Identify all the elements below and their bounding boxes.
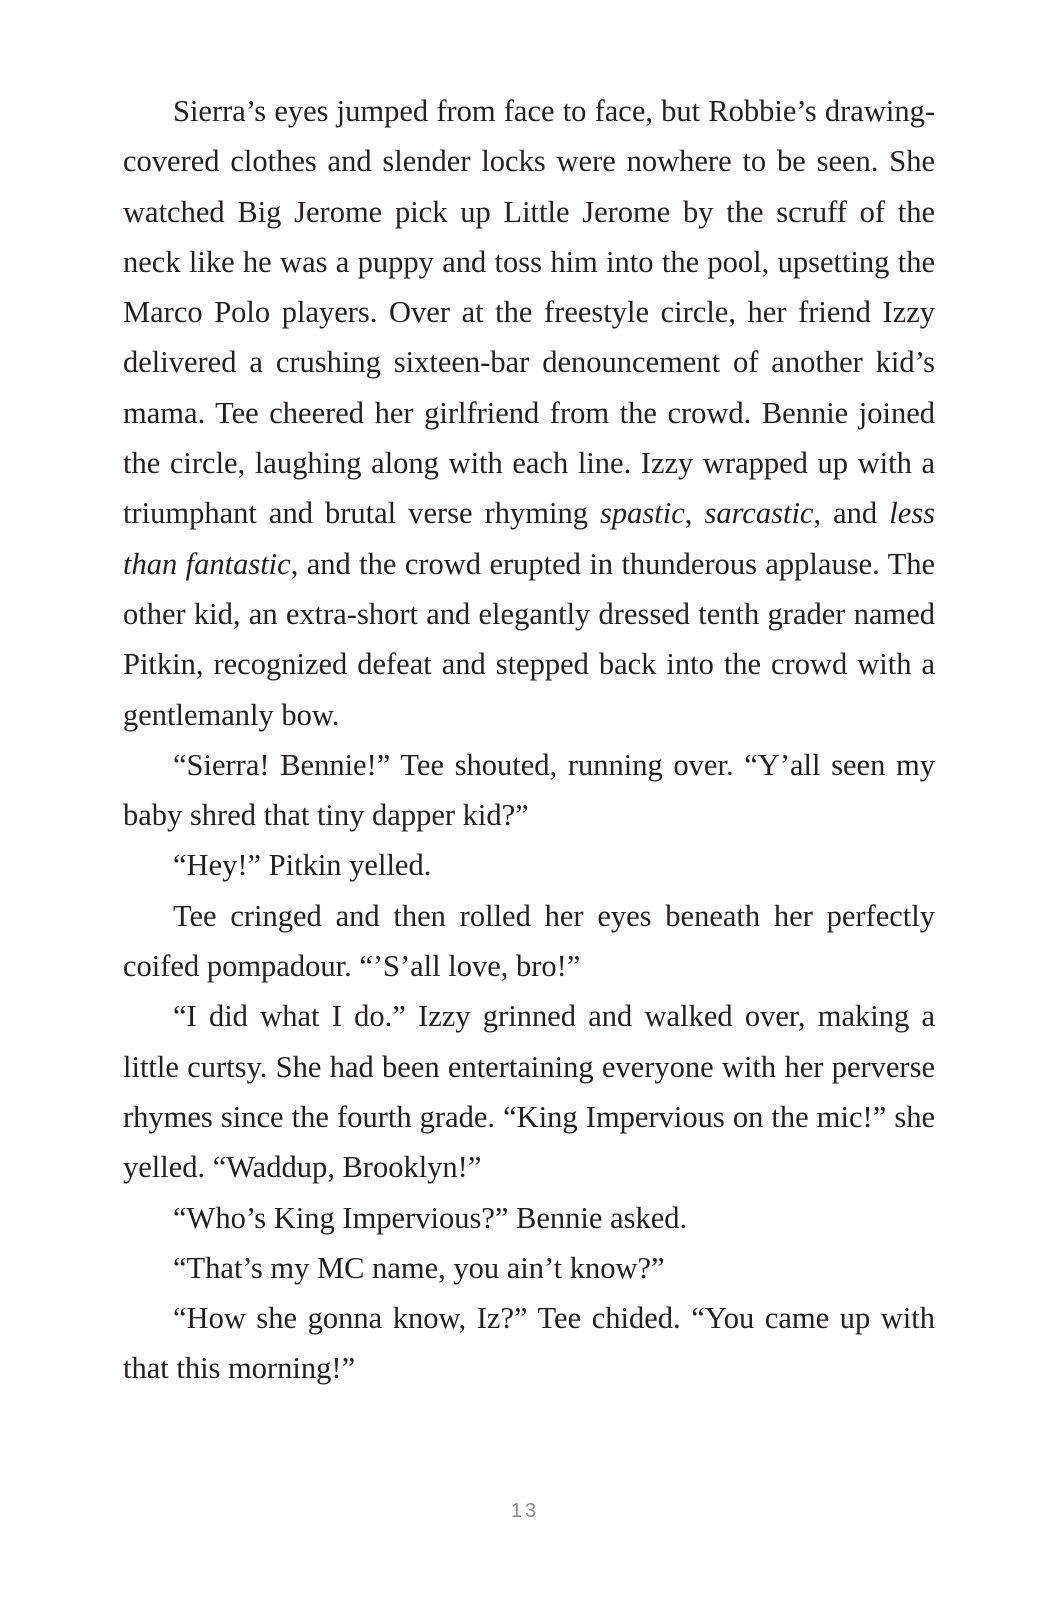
paragraph-text: Sierra’s eyes jumped from face to face, but Robbie’s drawing-covered clothes and slender locks were nowhere to be seen. She watched Big Jerome pick up Little Jerome by the scruff of the neck like he was a puppy and toss him into the pool, upsetting the Marco Polo players. Over at the freestyle circle, her friend Izzy delivered a crushing sixteen-bar denouncement of another kid’s mama. Tee cheered her girlfriend from the crowd. Bennie joined the circle, laughing along with each line. Izzy wrapped up with a triumphant and brutal verse rhyming	[123, 94, 935, 531]
italic-text: sarcastic	[704, 496, 814, 531]
page-body	[123, 86, 935, 1394]
paragraph-text: “How she gonna know, Iz?” Tee chided. “You came up with that this morning!”	[123, 1301, 935, 1386]
paragraph-text: , and the crowd erupted in thunderous applause. The other kid, an extra-short and elegantly dressed tenth grader named Pitkin, recognized defeat and stepped back into the crowd with a gentlemanly bow.	[123, 546, 935, 732]
paragraph-text: “Hey!” Pitkin yelled.	[173, 848, 432, 883]
paragraph	[123, 840, 935, 890]
italic-text: spastic	[600, 496, 685, 531]
paragraph	[123, 1193, 935, 1243]
paragraph-text: “Who’s King Impervious?” Bennie asked.	[173, 1200, 688, 1235]
paragraph	[123, 891, 935, 992]
paragraph	[123, 1243, 935, 1293]
paragraph-text: Tee cringed and then rolled her eyes beneath her perfectly coifed pompadour. “’S’all love, bro!”	[123, 898, 935, 984]
paragraph-text: ,	[684, 496, 705, 531]
paragraph	[123, 740, 935, 841]
paragraph	[123, 1293, 935, 1394]
paragraph-text: “That’s my MC name, you ain’t know?”	[173, 1250, 665, 1285]
paragraph-text: , and	[813, 496, 890, 531]
paragraph-text: “I did what I do.” Izzy grinned and walked over, making a little curtsy. She had been entertaining everyone with her perverse rhymes since the fourth grade. “King Impervious on the mic!” she yelled. “Waddup, Brooklyn!”	[123, 999, 935, 1185]
paragraph	[123, 86, 935, 740]
page-number: 13	[510, 1500, 540, 1522]
italic-text: less than fantastic	[123, 496, 935, 581]
paragraph-text: “Sierra! Bennie!” Tee shouted, running over. “Y’all seen my baby shred that tiny dapper kid?”	[123, 747, 935, 833]
paragraph	[123, 991, 935, 1192]
